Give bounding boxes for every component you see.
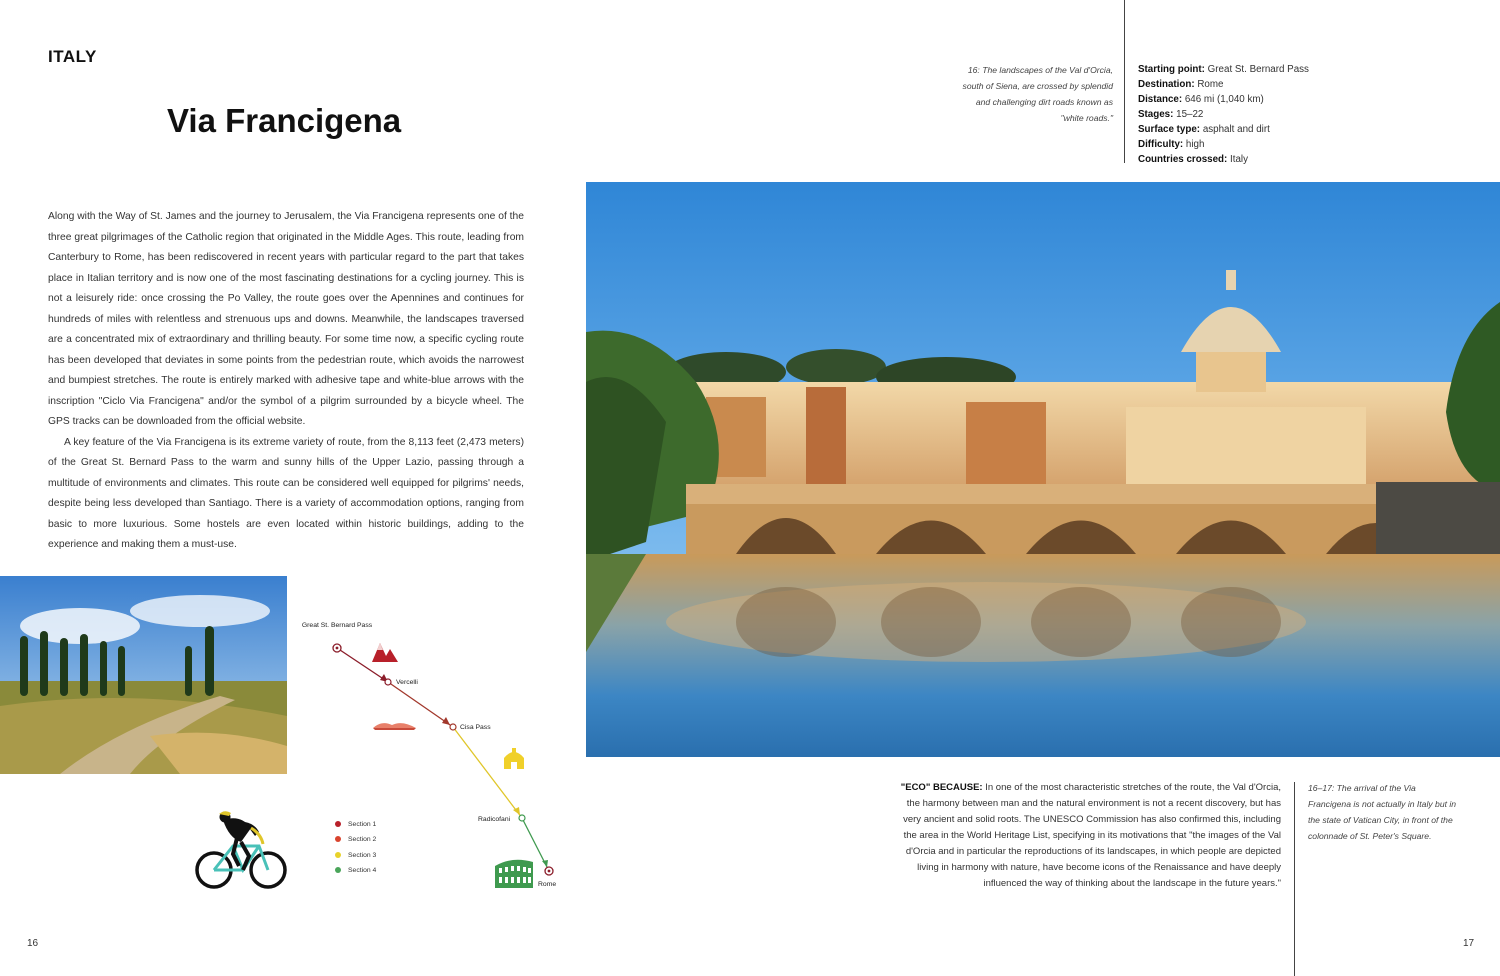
page-title: Via Francigena [167, 102, 402, 139]
fact-countries: Countries crossed: Italy [1138, 154, 1248, 165]
photo-caption-top: 16: The landscapes of the Val d'Orcia, south of Siena, are crossed by splendid and challenging dirt roads known as "white roads." [962, 65, 1113, 123]
stop-label-vercelli: Vercelli [396, 679, 418, 686]
page-number-left: 16 [27, 938, 39, 949]
photo-caption-bottom: 16–17: The arrival of the Via Francigena is not actually in Italy but in the state of Vatican City, in front of the colonnade of St. Peter's Square. [1308, 783, 1457, 841]
fact-distance: Distance: 646 mi (1,040 km) [1138, 94, 1264, 105]
fact-destination: Destination: Rome [1138, 79, 1224, 90]
intro-paragraph-2: A key feature of the Via Francigena is its extreme variety of route, from the 8,113 feet (2,473 meters) of the Great St. Bernard Pass to the warm and sunny hills of the Upper Lazio, passing through a multitude of environments and climates. This route can be considered well equipped for pilgrims' needs, despite being less developed than Santiago. There is a variety of accommodation options, ranging from basic to more luxurious. Some hostels are even located within historic buildings, adding to the experience and making them a must-use. [48, 436, 524, 550]
intro-text [48, 207, 524, 556]
route-map [290, 612, 580, 902]
photo-val-dorcia [0, 576, 287, 774]
legend-item-section-1: Section 1 [335, 821, 376, 828]
page-number-right: 17 [1463, 938, 1475, 949]
fact-starting-point: Starting point: Great St. Bernard Pass [1138, 64, 1309, 75]
legend-dot-icon [335, 836, 341, 842]
stop-label-cisa: Cisa Pass [460, 724, 491, 731]
stop-marker-vercelli [385, 679, 391, 685]
fact-surface: Surface type: asphalt and dirt [1138, 124, 1270, 135]
stop-marker-rome-dot [548, 870, 551, 873]
section-label: ITALY [48, 47, 97, 66]
legend-dot-icon [335, 852, 341, 858]
eco-text: In one of the most characteristic stretches of the route, the Val d'Orcia, the harmony between man and the natural environment is not a recent discovery, but has very ancient and solid roots. The UNESCO Commission has also confirmed this, including the area in the World Heritage List, specifying in its motivations that "the images of the Val d'Orcia and in particular the reproductions of its landscapes, in which people are depicted living in harmony with nature, have become icons of the Renaissance and have deeply influenced the way of thinking about the landscape in the future years." [903, 782, 1281, 889]
intro-paragraph-1: Along with the Way of St. James and the journey to Jerusalem, the Via Francigena represents one of the three great pilgrimages of the Catholic region that originated in the Middle Ages. This route, leading from Canterbury to Rome, has been rediscovered in recent years with particular regard to the part that takes place in Italian territory and is now one of the most fascinating destinations for a cycling journey. This is not a leisurely ride: once crossing the Po Valley, the route goes over the Apennines and continues for hundreds of miles with relentless and strenuous ups and downs. Meanwhile, the landscapes traversed are a concentrated mix of extraordinary and thrilling beauty. For some time now, a specific cycling route has been developed that deviates in some points from the pedestrian route, which avoids the narrowest and bumpiest stretches. The route is entirely marked with adhesive tape and white-blue arrows with the inscription "Ciclo Via Francigena" and/or the symbol of a pilgrim surrounded by a bicycle wheel. The GPS tracks can be downloaded from the official website. [48, 211, 524, 427]
route-arrow-4 [542, 860, 548, 867]
legend-item-section-2: Section 2 [335, 836, 376, 843]
route-section-3 [453, 727, 522, 818]
fact-stages: Stages: 15–22 [1138, 109, 1204, 120]
fact-difficulty: Difficulty: high [1138, 139, 1205, 150]
eco-box [900, 780, 1281, 892]
stop-label-rome: Rome [538, 881, 557, 888]
legend-item-section-3: Section 3 [335, 852, 376, 859]
photo-rome-st-peters [586, 182, 1500, 757]
route-section-2 [388, 682, 453, 727]
divider [1294, 782, 1295, 976]
legend-dot-icon [335, 821, 341, 827]
mountain-icon [372, 643, 398, 662]
colosseum-icon [495, 860, 533, 888]
legend-dot-icon [335, 867, 341, 873]
divider [1124, 0, 1125, 163]
stop-label-start: Great St. Bernard Pass [301, 622, 373, 629]
eco-label: "ECO" BECAUSE: [900, 782, 983, 793]
legend-item-section-4: Section 4 [335, 867, 376, 874]
stop-label-radicofani: Radicofani [478, 816, 511, 823]
hills-icon [373, 723, 416, 730]
route-factsheet [1138, 62, 1309, 167]
stop-marker-start-dot [336, 647, 339, 650]
cyclist-icon [193, 810, 289, 892]
stop-marker-radicofani [519, 815, 525, 821]
church-icon [504, 748, 524, 769]
stop-marker-cisa [450, 724, 456, 730]
